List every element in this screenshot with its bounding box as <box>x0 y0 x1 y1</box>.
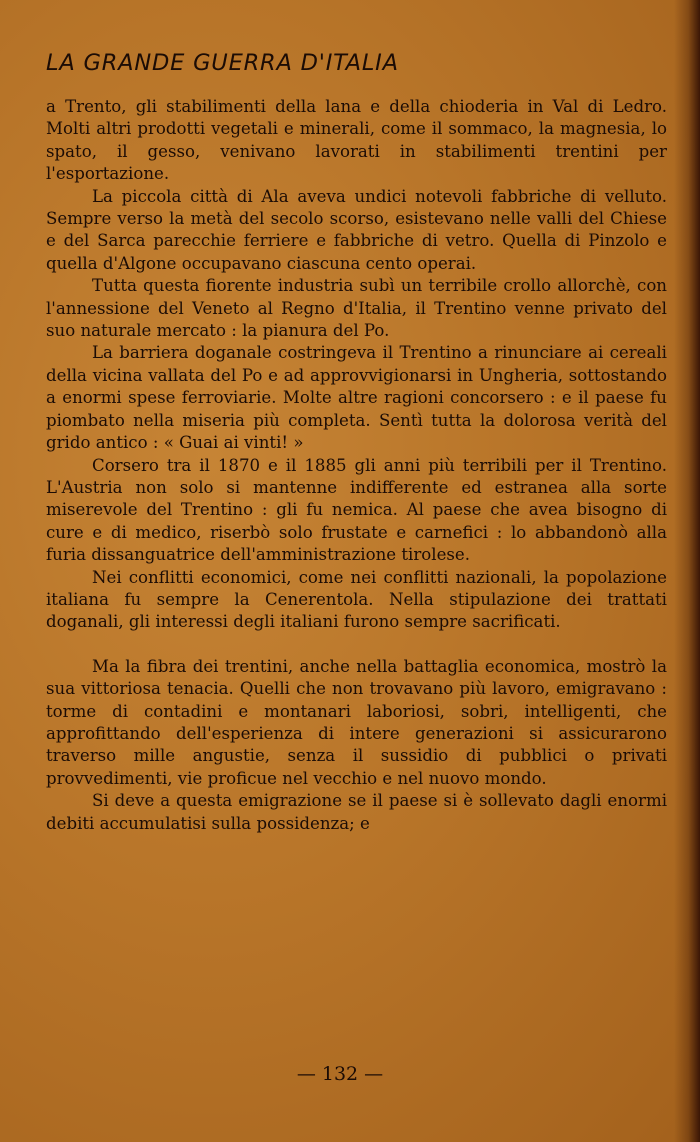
paragraph-8: Si deve a questa emigrazione se il paese si è sollevato dagli enormi debiti accumulatisi sulla possidenza; e <box>46 791 667 833</box>
paragraph-4: La barriera doganale costringeva il Trentino a rinunciare ai cereali della vicina vallata del Po e ad approvvigionarsi in Ungheria, sottostando a enormi spese ferroviarie. Molte altre ragioni concorsero : e il paese fu piombato nella miseria più completa. Sentì tutta la dolorosa verità del grido antico : « Guai ai vinti! » <box>46 343 667 453</box>
page-edge-shadow <box>674 0 700 1142</box>
paragraph-5: Corsero tra il 1870 e il 1885 gli anni più terribili per il Trentino. L'Austria non solo si mantenne indifferente ed estranea alla sorte miserevole del Trentino : gli fu nemica. Al paese che avea bisogno di cure e di medico, riserbò solo frustate e carnefici : lo abbandonò alla furia dissanguatrice dell'amministrazione tirolese. <box>46 455 667 565</box>
paragraph-3: Tutta questa fiorente industria subì un terribile crollo allorchè, con l'annessione del Veneto al Regno d'Italia, il Trentino venne privato del suo naturale mercato : la pianura del Po. <box>46 276 667 341</box>
page-body <box>46 96 667 835</box>
paragraph-7: Ma la fibra dei trentini, anche nella battaglia economica, mostrò la sua vittoriosa tenacia. Quelli che non trovavano più lavoro, emigravano : torme di contadini e montanari laboriosi, sobri, intelligenti, che approfittando dell'esperienza di intere generazioni si assicurarono traverso mille angustie, senza il sussidio di pubblici o privati provvedimenti, vie proficue nel vecchio e nel nuovo mondo. <box>46 656 667 788</box>
paragraph-2: La piccola città di Ala aveva undici notevoli fabbriche di velluto. Sempre verso la metà del secolo scorso, esistevano nelle valli del Chiese e del Sarca parecchie ferriere e fabbriche di vetro. Quella di Pinzolo e quella d'Algone occupavano ciascuna cento operai. <box>46 186 667 273</box>
page-number: — 132 — <box>296 1063 384 1085</box>
paragraph-1: a Trento, gli stabilimenti della lana e della chioderia in Val di Ledro. Molti altri prodotti vegetali e minerali, come il sommaco, la magnesia, lo spato, il gesso, venivano lavorati in stabilimenti trentini per l'esportazione. <box>46 97 667 184</box>
running-title: LA GRANDE GUERRA D'ITALIA <box>46 50 399 76</box>
paragraph-6: Nei conflitti economici, come nei conflitti nazionali, la popolazione italiana fu sempre la Cenerentola. Nella stipulazione dei trattati doganali, gli interessi degli italiani furono sempre sacrificati. <box>46 567 667 632</box>
